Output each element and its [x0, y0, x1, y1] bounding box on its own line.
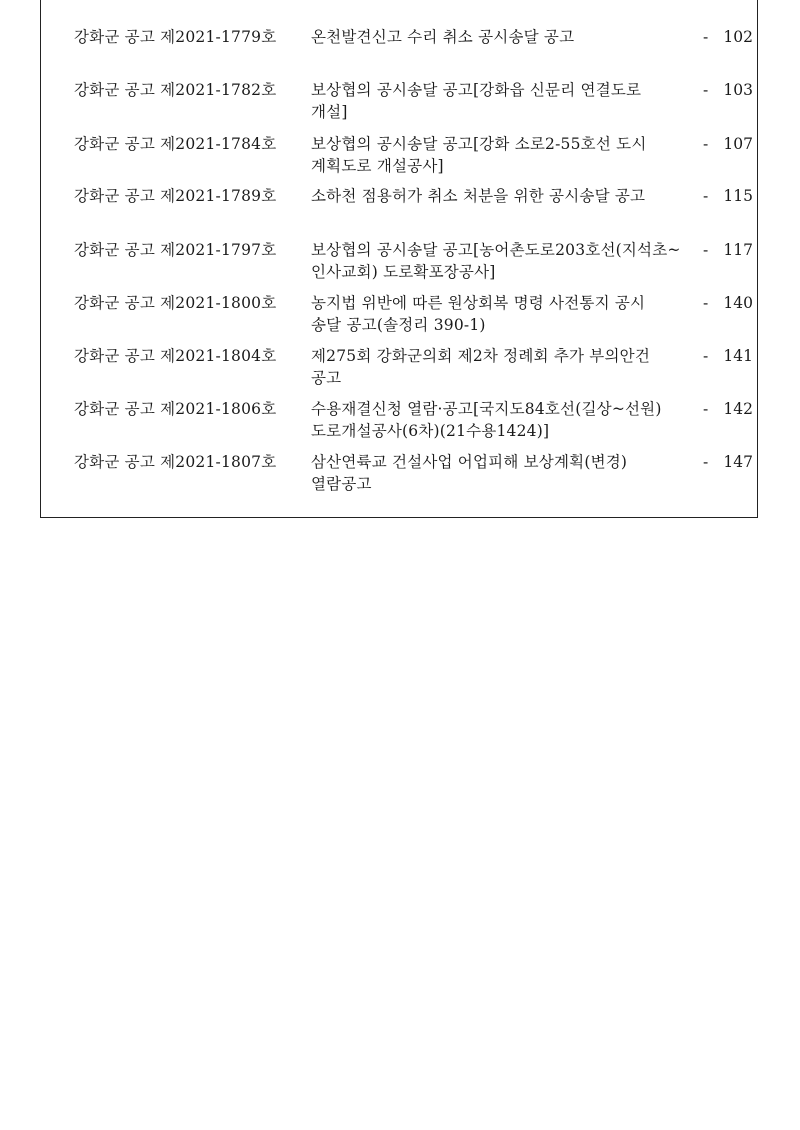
- notice-number: 강화군 공고 제2021-1804호: [74, 347, 277, 365]
- page-number: 115: [723, 187, 753, 205]
- notice-title: 보상협의 공시송달 공고[강화읍 신문리 연결도로 개설]: [311, 81, 642, 121]
- table-of-contents: [40, 0, 758, 518]
- page-number: 141: [723, 347, 753, 365]
- page-number: 147: [723, 453, 753, 471]
- notice-title: 농지법 위반에 따른 원상회복 명령 사전통지 공시 송달 공고(솔정리 390-1): [311, 294, 646, 334]
- notice-number: 강화군 공고 제2021-1784호: [74, 135, 277, 153]
- leader-dash: -: [703, 135, 709, 153]
- leader-dash: -: [703, 453, 709, 471]
- leader-dash: -: [703, 241, 709, 259]
- notice-title: 수용재결신청 열람·공고[국지도84호선(길상~선원) 도로개설공사(6차)(21수용1424)]: [311, 400, 662, 440]
- leader-dash: -: [703, 187, 709, 205]
- leader-dash: -: [703, 347, 709, 365]
- notice-title: 보상협의 공시송달 공고[강화 소로2-55호선 도시 계획도로 개설공사]: [311, 135, 647, 175]
- notice-number: 강화군 공고 제2021-1782호: [74, 81, 277, 99]
- notice-number: 강화군 공고 제2021-1807호: [74, 453, 277, 471]
- notice-title: 소하천 점용허가 취소 처분을 위한 공시송달 공고: [311, 187, 646, 205]
- page-number: 142: [723, 400, 753, 418]
- notice-number: 강화군 공고 제2021-1779호: [74, 28, 277, 46]
- page-number: 140: [723, 294, 753, 312]
- page-number: 103: [723, 81, 753, 99]
- notice-number: 강화군 공고 제2021-1789호: [74, 187, 277, 205]
- notice-number: 강화군 공고 제2021-1797호: [74, 241, 277, 259]
- notice-title: 온천발견신고 수리 취소 공시송달 공고: [311, 28, 575, 46]
- notice-title: 삼산연륙교 건설사업 어업피해 보상계획(변경) 열람공고: [311, 453, 628, 493]
- page-number: 102: [723, 28, 753, 46]
- notice-title: 보상협의 공시송달 공고[농어촌도로203호선(지석초~ 인사교회) 도로확포장공사]: [311, 241, 681, 281]
- leader-dash: -: [703, 81, 709, 99]
- notice-number: 강화군 공고 제2021-1800호: [74, 294, 277, 312]
- notice-title: 제275회 강화군의회 제2차 정례회 추가 부의안건 공고: [311, 347, 650, 387]
- leader-dash: -: [703, 294, 709, 312]
- leader-dash: -: [703, 400, 709, 418]
- notice-number: 강화군 공고 제2021-1806호: [74, 400, 277, 418]
- leader-dash: -: [703, 28, 709, 46]
- page-number: 117: [723, 241, 753, 259]
- page-number: 107: [723, 135, 753, 153]
